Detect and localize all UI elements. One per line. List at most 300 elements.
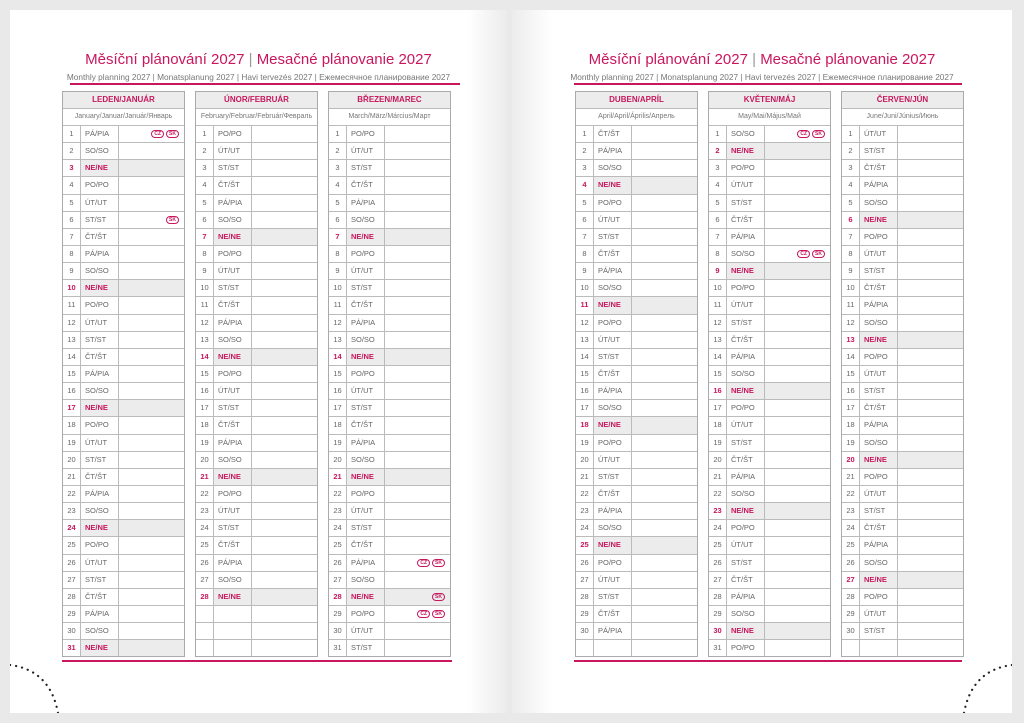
notes-cell[interactable] [632, 246, 697, 262]
day-row[interactable] [63, 486, 184, 503]
day-row[interactable] [63, 589, 184, 606]
day-row[interactable] [842, 160, 963, 177]
day-row[interactable] [329, 383, 450, 400]
notes-cell[interactable] [632, 400, 697, 416]
notes-cell[interactable] [898, 503, 963, 519]
notes-cell[interactable] [119, 520, 184, 536]
notes-cell[interactable] [898, 555, 963, 571]
day-row[interactable] [709, 469, 830, 486]
day-row[interactable] [842, 589, 963, 606]
day-row[interactable] [329, 452, 450, 469]
day-row[interactable] [576, 366, 697, 383]
notes-cell[interactable] [632, 229, 697, 245]
day-row[interactable] [63, 400, 184, 417]
day-row[interactable] [329, 417, 450, 434]
notes-cell[interactable] [385, 469, 450, 485]
notes-cell[interactable] [765, 572, 830, 588]
day-row[interactable] [63, 417, 184, 434]
day-row[interactable] [329, 297, 450, 314]
day-row[interactable] [576, 229, 697, 246]
day-row[interactable] [196, 229, 317, 246]
notes-cell[interactable] [632, 280, 697, 296]
notes-cell[interactable] [765, 126, 830, 142]
day-row[interactable] [709, 400, 830, 417]
notes-cell[interactable] [898, 520, 963, 536]
notes-cell[interactable] [632, 555, 697, 571]
day-row[interactable] [842, 126, 963, 143]
day-row[interactable] [329, 520, 450, 537]
notes-cell[interactable] [385, 537, 450, 553]
day-row[interactable] [63, 503, 184, 520]
notes-cell[interactable] [632, 589, 697, 605]
notes-cell[interactable] [632, 126, 697, 142]
day-row[interactable] [329, 503, 450, 520]
day-row[interactable] [196, 572, 317, 589]
day-row[interactable] [576, 435, 697, 452]
notes-cell[interactable] [632, 486, 697, 502]
day-row[interactable] [63, 315, 184, 332]
day-row[interactable] [709, 589, 830, 606]
notes-cell[interactable] [385, 160, 450, 176]
notes-cell[interactable] [898, 349, 963, 365]
day-row[interactable] [63, 160, 184, 177]
day-row[interactable] [709, 520, 830, 537]
notes-cell[interactable] [765, 417, 830, 433]
notes-cell[interactable] [898, 177, 963, 193]
day-row[interactable] [329, 486, 450, 503]
notes-cell[interactable] [898, 486, 963, 502]
notes-cell[interactable] [119, 366, 184, 382]
notes-cell[interactable] [119, 537, 184, 553]
notes-cell[interactable] [385, 400, 450, 416]
day-row[interactable] [709, 349, 830, 366]
notes-cell[interactable] [119, 589, 184, 605]
day-row[interactable] [576, 537, 697, 554]
notes-cell[interactable] [765, 469, 830, 485]
day-row[interactable] [842, 537, 963, 554]
day-row[interactable] [576, 212, 697, 229]
notes-cell[interactable] [252, 212, 317, 228]
day-row[interactable] [196, 452, 317, 469]
day-row[interactable] [329, 195, 450, 212]
notes-cell[interactable] [632, 315, 697, 331]
day-row[interactable] [196, 160, 317, 177]
notes-cell[interactable] [252, 160, 317, 176]
notes-cell[interactable] [898, 400, 963, 416]
day-row[interactable] [63, 537, 184, 554]
notes-cell[interactable] [632, 212, 697, 228]
notes-cell[interactable] [632, 640, 697, 656]
notes-cell[interactable] [898, 160, 963, 176]
notes-cell[interactable] [765, 589, 830, 605]
day-row[interactable] [63, 297, 184, 314]
notes-cell[interactable] [119, 435, 184, 451]
notes-cell[interactable] [765, 555, 830, 571]
day-row[interactable] [329, 229, 450, 246]
notes-cell[interactable] [252, 623, 317, 639]
notes-cell[interactable] [385, 297, 450, 313]
notes-cell[interactable] [765, 195, 830, 211]
notes-cell[interactable] [119, 297, 184, 313]
day-row[interactable] [63, 349, 184, 366]
day-row[interactable] [196, 126, 317, 143]
day-row[interactable] [329, 400, 450, 417]
notes-cell[interactable] [385, 555, 450, 571]
notes-cell[interactable] [119, 452, 184, 468]
day-row[interactable] [709, 537, 830, 554]
day-row[interactable] [329, 572, 450, 589]
notes-cell[interactable] [119, 332, 184, 348]
notes-cell[interactable] [765, 349, 830, 365]
day-row[interactable] [329, 589, 450, 606]
day-row[interactable] [329, 435, 450, 452]
notes-cell[interactable] [632, 177, 697, 193]
day-row[interactable] [576, 263, 697, 280]
notes-cell[interactable] [252, 195, 317, 211]
notes-cell[interactable] [898, 280, 963, 296]
day-row[interactable] [842, 280, 963, 297]
notes-cell[interactable] [765, 366, 830, 382]
notes-cell[interactable] [632, 383, 697, 399]
notes-cell[interactable] [119, 263, 184, 279]
day-row[interactable] [576, 503, 697, 520]
day-row[interactable] [842, 606, 963, 623]
notes-cell[interactable] [385, 520, 450, 536]
day-row[interactable] [842, 555, 963, 572]
day-row[interactable] [576, 606, 697, 623]
notes-cell[interactable] [632, 417, 697, 433]
notes-cell[interactable] [252, 315, 317, 331]
day-row[interactable] [842, 417, 963, 434]
day-row[interactable] [196, 486, 317, 503]
day-row[interactable] [576, 640, 697, 656]
day-row[interactable] [842, 572, 963, 589]
notes-cell[interactable] [252, 520, 317, 536]
day-row[interactable] [196, 623, 317, 640]
notes-cell[interactable] [252, 572, 317, 588]
day-row[interactable] [63, 383, 184, 400]
notes-cell[interactable] [765, 212, 830, 228]
day-row[interactable] [576, 400, 697, 417]
day-row[interactable] [576, 246, 697, 263]
day-row[interactable] [576, 589, 697, 606]
notes-cell[interactable] [765, 246, 830, 262]
notes-cell[interactable] [765, 486, 830, 502]
day-row[interactable] [842, 229, 963, 246]
notes-cell[interactable] [119, 640, 184, 656]
notes-cell[interactable] [898, 383, 963, 399]
notes-cell[interactable] [119, 160, 184, 176]
notes-cell[interactable] [119, 229, 184, 245]
notes-cell[interactable] [385, 212, 450, 228]
notes-cell[interactable] [252, 555, 317, 571]
day-row[interactable] [576, 297, 697, 314]
day-row[interactable] [63, 572, 184, 589]
day-row[interactable] [196, 349, 317, 366]
day-row[interactable] [196, 315, 317, 332]
day-row[interactable] [709, 503, 830, 520]
day-row[interactable] [709, 366, 830, 383]
notes-cell[interactable] [765, 640, 830, 656]
day-row[interactable] [842, 503, 963, 520]
day-row[interactable] [842, 315, 963, 332]
day-row[interactable] [842, 332, 963, 349]
day-row[interactable] [709, 212, 830, 229]
notes-cell[interactable] [632, 143, 697, 159]
day-row[interactable] [576, 315, 697, 332]
notes-cell[interactable] [385, 383, 450, 399]
notes-cell[interactable] [765, 143, 830, 159]
day-row[interactable] [196, 589, 317, 606]
day-row[interactable] [329, 537, 450, 554]
day-row[interactable] [196, 195, 317, 212]
day-row[interactable] [842, 452, 963, 469]
day-row[interactable] [576, 520, 697, 537]
notes-cell[interactable] [252, 366, 317, 382]
notes-cell[interactable] [898, 589, 963, 605]
notes-cell[interactable] [385, 640, 450, 656]
notes-cell[interactable] [252, 469, 317, 485]
notes-cell[interactable] [252, 435, 317, 451]
day-row[interactable] [709, 417, 830, 434]
notes-cell[interactable] [385, 195, 450, 211]
notes-cell[interactable] [632, 263, 697, 279]
notes-cell[interactable] [252, 417, 317, 433]
notes-cell[interactable] [119, 195, 184, 211]
day-row[interactable] [709, 486, 830, 503]
notes-cell[interactable] [765, 280, 830, 296]
notes-cell[interactable] [385, 280, 450, 296]
notes-cell[interactable] [119, 349, 184, 365]
notes-cell[interactable] [898, 315, 963, 331]
notes-cell[interactable] [385, 349, 450, 365]
day-row[interactable] [842, 349, 963, 366]
notes-cell[interactable] [252, 246, 317, 262]
notes-cell[interactable] [898, 195, 963, 211]
day-row[interactable] [576, 143, 697, 160]
day-row[interactable] [63, 143, 184, 160]
notes-cell[interactable] [765, 606, 830, 622]
day-row[interactable] [329, 263, 450, 280]
day-row[interactable] [709, 195, 830, 212]
notes-cell[interactable] [119, 469, 184, 485]
notes-cell[interactable] [898, 332, 963, 348]
day-row[interactable] [329, 212, 450, 229]
notes-cell[interactable] [898, 263, 963, 279]
day-row[interactable] [842, 486, 963, 503]
day-row[interactable] [196, 417, 317, 434]
notes-cell[interactable] [898, 143, 963, 159]
day-row[interactable] [709, 555, 830, 572]
notes-cell[interactable] [632, 520, 697, 536]
day-row[interactable] [63, 229, 184, 246]
notes-cell[interactable] [632, 349, 697, 365]
day-row[interactable] [709, 452, 830, 469]
day-row[interactable] [709, 246, 830, 263]
day-row[interactable] [709, 297, 830, 314]
day-row[interactable] [329, 315, 450, 332]
notes-cell[interactable] [632, 332, 697, 348]
day-row[interactable] [329, 623, 450, 640]
day-row[interactable] [709, 435, 830, 452]
day-row[interactable] [63, 606, 184, 623]
day-row[interactable] [63, 263, 184, 280]
day-row[interactable] [329, 143, 450, 160]
day-row[interactable] [842, 143, 963, 160]
notes-cell[interactable] [765, 383, 830, 399]
notes-cell[interactable] [252, 640, 317, 656]
notes-cell[interactable] [252, 263, 317, 279]
notes-cell[interactable] [765, 537, 830, 553]
day-row[interactable] [196, 332, 317, 349]
notes-cell[interactable] [119, 606, 184, 622]
notes-cell[interactable] [385, 606, 450, 622]
day-row[interactable] [196, 212, 317, 229]
notes-cell[interactable] [252, 126, 317, 142]
day-row[interactable] [842, 640, 963, 656]
day-row[interactable] [576, 572, 697, 589]
notes-cell[interactable] [385, 332, 450, 348]
day-row[interactable] [196, 640, 317, 656]
day-row[interactable] [329, 349, 450, 366]
day-row[interactable] [842, 263, 963, 280]
day-row[interactable] [576, 195, 697, 212]
notes-cell[interactable] [252, 280, 317, 296]
notes-cell[interactable] [385, 572, 450, 588]
day-row[interactable] [196, 366, 317, 383]
day-row[interactable] [709, 572, 830, 589]
day-row[interactable] [709, 332, 830, 349]
notes-cell[interactable] [632, 195, 697, 211]
notes-cell[interactable] [119, 143, 184, 159]
notes-cell[interactable] [898, 606, 963, 622]
notes-cell[interactable] [898, 623, 963, 639]
day-row[interactable] [63, 435, 184, 452]
day-row[interactable] [196, 383, 317, 400]
notes-cell[interactable] [385, 177, 450, 193]
day-row[interactable] [842, 520, 963, 537]
notes-cell[interactable] [252, 143, 317, 159]
notes-cell[interactable] [765, 177, 830, 193]
notes-cell[interactable] [385, 623, 450, 639]
notes-cell[interactable] [119, 486, 184, 502]
day-row[interactable] [196, 503, 317, 520]
notes-cell[interactable] [898, 537, 963, 553]
notes-cell[interactable] [898, 212, 963, 228]
notes-cell[interactable] [765, 400, 830, 416]
day-row[interactable] [63, 366, 184, 383]
day-row[interactable] [842, 246, 963, 263]
notes-cell[interactable] [632, 537, 697, 553]
notes-cell[interactable] [632, 160, 697, 176]
day-row[interactable] [842, 177, 963, 194]
day-row[interactable] [576, 469, 697, 486]
day-row[interactable] [196, 143, 317, 160]
notes-cell[interactable] [765, 297, 830, 313]
notes-cell[interactable] [385, 126, 450, 142]
notes-cell[interactable] [898, 572, 963, 588]
notes-cell[interactable] [632, 366, 697, 382]
day-row[interactable] [329, 280, 450, 297]
notes-cell[interactable] [632, 623, 697, 639]
day-row[interactable] [63, 246, 184, 263]
notes-cell[interactable] [252, 332, 317, 348]
notes-cell[interactable] [898, 246, 963, 262]
notes-cell[interactable] [119, 572, 184, 588]
notes-cell[interactable] [765, 623, 830, 639]
day-row[interactable] [842, 366, 963, 383]
day-row[interactable] [576, 623, 697, 640]
notes-cell[interactable] [252, 486, 317, 502]
notes-cell[interactable] [119, 177, 184, 193]
day-row[interactable] [576, 349, 697, 366]
notes-cell[interactable] [119, 246, 184, 262]
day-row[interactable] [63, 212, 184, 229]
day-row[interactable] [576, 280, 697, 297]
day-row[interactable] [709, 315, 830, 332]
notes-cell[interactable] [119, 126, 184, 142]
notes-cell[interactable] [252, 537, 317, 553]
day-row[interactable] [576, 417, 697, 434]
day-row[interactable] [329, 332, 450, 349]
day-row[interactable] [842, 435, 963, 452]
notes-cell[interactable] [119, 400, 184, 416]
notes-cell[interactable] [898, 417, 963, 433]
notes-cell[interactable] [632, 469, 697, 485]
day-row[interactable] [63, 469, 184, 486]
day-row[interactable] [709, 143, 830, 160]
day-row[interactable] [63, 177, 184, 194]
day-row[interactable] [329, 177, 450, 194]
notes-cell[interactable] [385, 246, 450, 262]
notes-cell[interactable] [385, 452, 450, 468]
day-row[interactable] [576, 383, 697, 400]
notes-cell[interactable] [898, 435, 963, 451]
day-row[interactable] [709, 606, 830, 623]
notes-cell[interactable] [765, 452, 830, 468]
notes-cell[interactable] [632, 435, 697, 451]
notes-cell[interactable] [252, 452, 317, 468]
day-row[interactable] [842, 400, 963, 417]
notes-cell[interactable] [898, 297, 963, 313]
day-row[interactable] [709, 383, 830, 400]
day-row[interactable] [329, 366, 450, 383]
day-row[interactable] [576, 452, 697, 469]
notes-cell[interactable] [765, 160, 830, 176]
day-row[interactable] [842, 212, 963, 229]
day-row[interactable] [63, 280, 184, 297]
notes-cell[interactable] [252, 503, 317, 519]
notes-cell[interactable] [898, 126, 963, 142]
notes-cell[interactable] [385, 589, 450, 605]
day-row[interactable] [196, 555, 317, 572]
day-row[interactable] [196, 606, 317, 623]
day-row[interactable] [196, 520, 317, 537]
notes-cell[interactable] [252, 349, 317, 365]
notes-cell[interactable] [119, 383, 184, 399]
day-row[interactable] [576, 332, 697, 349]
day-row[interactable] [196, 297, 317, 314]
notes-cell[interactable] [385, 263, 450, 279]
notes-cell[interactable] [765, 503, 830, 519]
notes-cell[interactable] [385, 435, 450, 451]
notes-cell[interactable] [898, 366, 963, 382]
day-row[interactable] [329, 246, 450, 263]
day-row[interactable] [196, 400, 317, 417]
notes-cell[interactable] [765, 332, 830, 348]
day-row[interactable] [196, 177, 317, 194]
notes-cell[interactable] [252, 606, 317, 622]
